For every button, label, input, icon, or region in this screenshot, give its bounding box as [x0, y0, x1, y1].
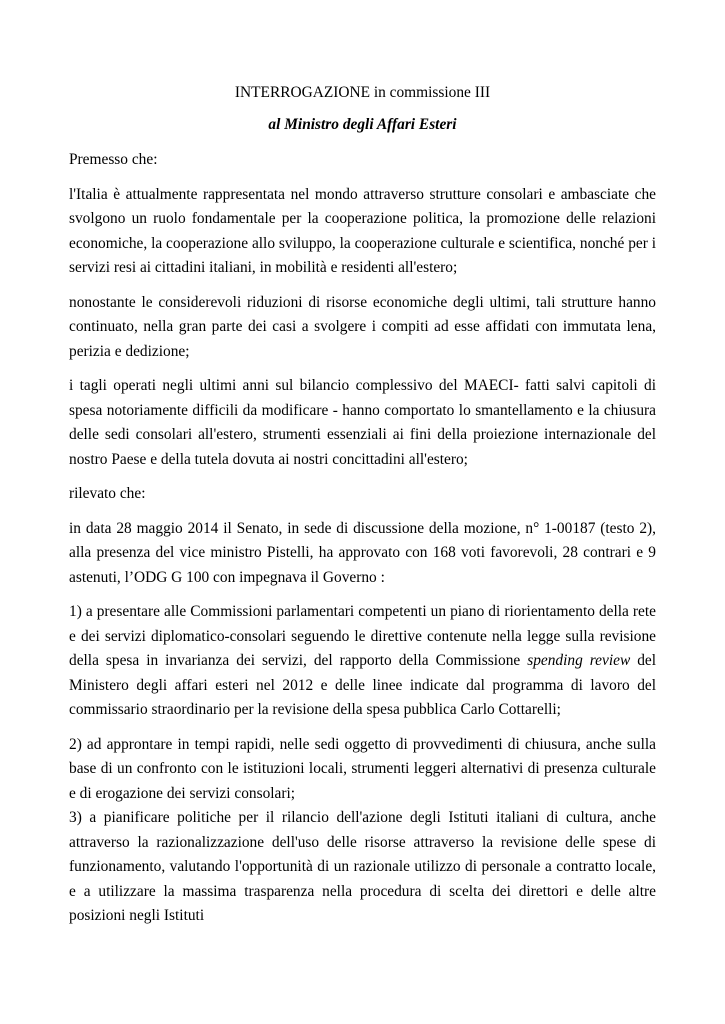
list-item-1-text-a: 1) a presentare alle Commissioni parlamentari competenti un piano di riorientamento della rete e dei servizi diplomatico-consolari seguendo le direttive contenute nella legge sulla revisione della spesa in invarianza dei servizi, del rapporto della Commissione: [69, 603, 656, 669]
document-subtitle: al Ministro degli Affari Esteri: [268, 116, 457, 133]
list-item-3: 3) a pianificare politiche per il rilancio dell'azione degli Istituti italiani di cultura, anche attraverso la razionalizzazione dell'uso delle risorse attraverso la revisione delle spese di funzionamento, valutando l'opportunità di un razionale utilizzo di personale a contratto locale, e a utilizzare la massima trasparenza nella procedura di scelta dei direttori e delle altre posizioni negli Istituti: [69, 809, 656, 924]
paragraph-4: in data 28 maggio 2014 il Senato, in sede di discussione della mozione, n° 1-00187 (testo 2), alla presenza del vice ministro Pistelli, ha approvato con 168 voti favorevoli, 28 contrari e 9 astenuti, l’ODG G 100 con impegnava il Governo :: [69, 519, 656, 586]
list-item-1-text-b: del Ministero degli affari esteri nel 2012 e delle linee indicate dal programma di lavoro del commissario straordinario per la revisione della spesa pubblica Carlo Cottarelli;: [69, 652, 656, 718]
paragraph-2: nonostante le considerevoli riduzioni di risorse economiche degli ultimi, tali strutture hanno continuato, nella gran parte dei casi a svolgere i compiti ad esse affidati con immutata lena, perizia e dedizione;: [69, 293, 656, 360]
list-item-1-emphasis: spending review: [527, 652, 631, 669]
list-item-2: 2) ad approntare in tempi rapidi, nelle sedi oggetto di provvedimenti di chiusura, anche sulla base di un confronto con le istituzioni locali, strumenti leggeri alternativi di presenza culturale e di erogazione dei servizi consolari;: [69, 735, 656, 802]
premesso-label: Premesso che:: [69, 151, 158, 168]
document-title: INTERROGAZIONE in commissione III: [234, 84, 491, 101]
list-item-1: [69, 600, 656, 723]
rilevato-label: rilevato che:: [69, 485, 146, 502]
paragraph-1: l'Italia è attualmente rappresentata nel mondo attraverso strutture consolari e ambasciate che svolgono un ruolo fondamentale per la cooperazione politica, la promozione delle relazioni economiche, la cooperazione allo sviluppo, la cooperazione culturale e scientifica, nonché per i servizi resi ai cittadini italiani, in mobilità e residenti all'estero;: [69, 185, 656, 276]
paragraph-3: i tagli operati negli ultimi anni sul bilancio complessivo del MAECI- fatti salvi capitoli di spesa notoriamente difficili da modificare - hanno comportato lo smantellamento e la chiusura delle sedi consolari all'estero, strumenti essenziali ai fini della proiezione internazionale del nostro Paese e della tutela dovuta ai nostri concittadini all'estero;: [69, 377, 656, 468]
